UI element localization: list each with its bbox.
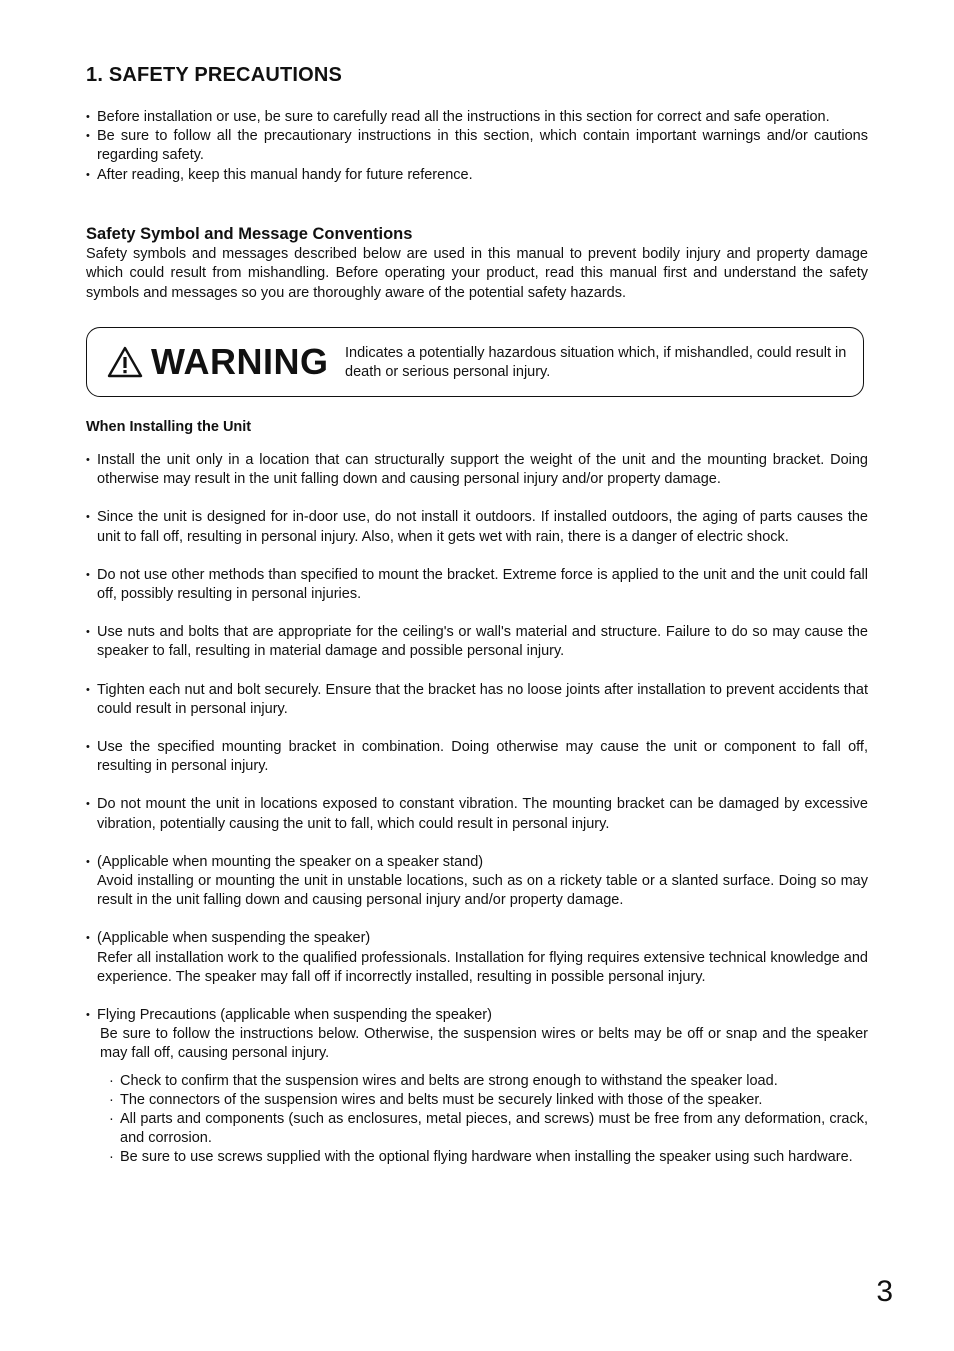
list-item: • Do not mount the unit in locations exposed to constant vibration. The mounting bracket can be damaged by excessive vibration, potentially causing the unit to fall, which could result in personal injury.: [86, 795, 868, 833]
flying-checklist: [109, 1072, 868, 1168]
list-item: • Since the unit is designed for in-door use, do not install it outdoors. If installed outdoors, the aging of parts causes the unit to fall off, resulting in personal injury. Also, when it gets wet with rain, there is a danger of electric shock.: [86, 508, 868, 546]
list-item: • Install the unit only in a location that can structurally support the weight of the unit and the mounting bracket. Doing otherwise may result in the unit falling down and causing personal injury and/or property damage.: [86, 451, 868, 489]
check-item: · All parts and components (such as enclosures, metal pieces, and screws) must be free from any deformation, crack, and corrosion.: [109, 1110, 868, 1148]
warning-box: [86, 327, 864, 397]
list-item: [86, 929, 868, 987]
warning-description: Indicates a potentially hazardous situation which, if mishandled, could result in death or serious personal injury.: [345, 345, 847, 381]
item-detail: Avoid installing or mounting the unit in unstable locations, such as on a rickety table or a slanted surface. Doing so may result in the unit falling down and causing personal injury and/or property damage.: [97, 873, 868, 909]
page-title: 1. SAFETY PRECAUTIONS: [86, 64, 343, 86]
item-condition: • (Applicable when mounting the speaker on a speaker stand): [97, 853, 484, 870]
list-item: • Use nuts and bolts that are appropriate for the ceiling's or wall's material and structure. Failure to do so may cause the speaker to fall, resulting in material damage and possible personal injury.: [86, 623, 868, 661]
intro-bullet: • Before installation or use, be sure to carefully read all the instructions in this section for correct and safe operation.: [86, 108, 868, 127]
warning-triangle-icon: [107, 346, 143, 378]
list-item: • Use the specified mounting bracket in combination. Doing otherwise may cause the unit or component to fall off, resulting in personal injury.: [86, 738, 868, 776]
page-number: 3: [876, 1275, 893, 1308]
intro-bullet: • Be sure to follow all the precautionary instructions in this section, which contain important warnings and/or cautions regarding safety.: [86, 127, 868, 165]
list-item: [86, 853, 868, 911]
warning-label: [107, 342, 329, 382]
item-detail: Refer all installation work to the qualified professionals. Installation for flying requires extensive technical knowledge and experience. The speaker may fall off if incorrectly installed, resulting in possible personal injury.: [97, 949, 868, 985]
list-item-flying: [86, 1006, 868, 1168]
conventions-heading: Safety Symbol and Message Conventions: [86, 225, 413, 243]
check-item: · The connectors of the suspension wires and belts must be securely linked with those of the speaker.: [109, 1091, 868, 1110]
intro-bullets: [86, 108, 868, 185]
intro-bullet: • After reading, keep this manual handy for future reference.: [86, 166, 868, 185]
list-item: • Tighten each nut and bolt securely. Ensure that the bracket has no loose joints after installation to prevent accidents that could result in personal injury.: [86, 681, 868, 719]
item-detail: Be sure to follow the instructions below. Otherwise, the suspension wires or belts may be off or snap and the speaker may fall off, causing personal injury.: [100, 1026, 868, 1062]
check-item: · Be sure to use screws supplied with the optional flying hardware when installing the speaker using such hardware.: [109, 1148, 868, 1167]
check-item: · Check to confirm that the suspension wires and belts are strong enough to withstand the speaker load.: [109, 1072, 868, 1091]
conventions-text: Safety symbols and messages described below are used in this manual to prevent bodily injury and property damage which could result from mishandling. Before operating your product, read this manual first and understand the safety symbols and messages so you are thoroughly aware of the potential safety hazards.: [86, 246, 868, 301]
warning-word: WARNING: [151, 341, 329, 382]
installing-list: [86, 451, 868, 1168]
installing-heading: When Installing the Unit: [86, 419, 252, 435]
item-condition: • Flying Precautions (applicable when suspending the speaker): [97, 1007, 492, 1024]
item-condition: • (Applicable when suspending the speaker): [97, 930, 371, 947]
list-item: • Do not use other methods than specified to mount the bracket. Extreme force is applied to the unit and the unit could fall off, possibly resulting in personal injuries.: [86, 566, 868, 604]
